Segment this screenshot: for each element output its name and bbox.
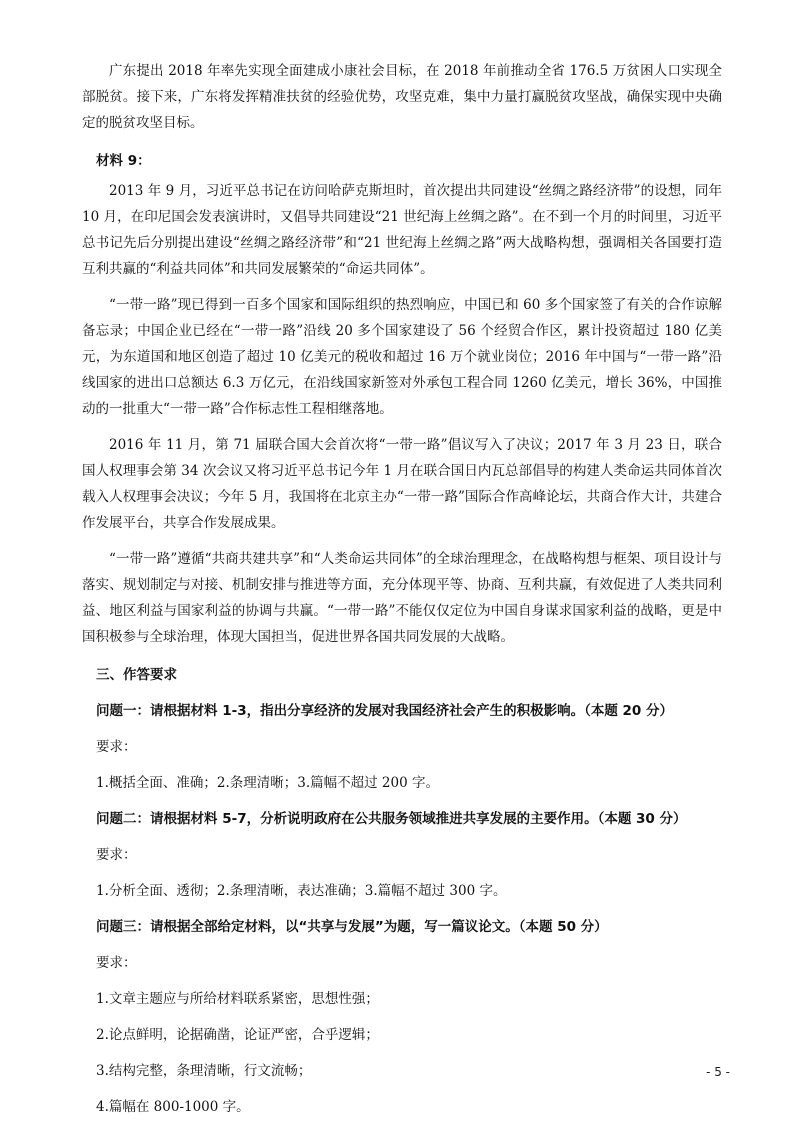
material9-paragraph-3: 2016 年 11 月，第 71 届联合国大会首次将“一带一路”倡议写入了决议；2017 年 3 月 23 日，联合国人权理事会第 34 次会议又将习近平总书记今年 1 月在联合国日内瓦总部倡导的构建人类命运共同体首次载入人权理事会决议；今年 5 月，我国将在北京主办“一带一路”国际合作高峰论坛，共商合作大计，共建合作发展平台，共享合作发展成果。 [82,437,722,531]
question3-requirement-3: 3.结构完整，条理清晰，行文流畅； [96,1063,312,1079]
material9-paragraph-4: “一带一路”遵循“共商共建共享”和“人类命运共同体”的全球治理理念，在战略构想与框架、项目设计与落实、规划制定与对接、机制安排与推进等方面，充分体现平等、协商、互利共赢，有效促进了人类共同利益、地区利益与国家利益的协调与共赢。“一带一路”不能仅仅定位为中国自身谋求国家利益的战略，更是中国积极参与全球治理，体现大国担当，促进世界各国共同发展的大战略。 [82,551,722,645]
question3-req-label: 要求： [96,955,137,971]
question3-requirement-4: 4.篇幅在 800-1000 字。 [96,1099,250,1115]
question3-title: 问题三：请根据全部给定材料，以“共享与发展”为题，写一篇议论文。（本题 50 分） [96,919,608,935]
section3-heading: 三、作答要求 [96,667,177,683]
question1-title: 问题一：请根据材料 1-3，指出分享经济的发展对我国经济社会产生的积极影响。（本题 20 分） [96,703,674,719]
question1-requirement: 1.概括全面、准确；2.条理清晰；3.篇幅不超过 200 字。 [96,775,439,791]
question1-req-label: 要求： [96,739,137,755]
question3-requirement-1: 1.文章主题应与所给材料联系紧密，思想性强； [96,991,379,1007]
material9-paragraph-1: 2013 年 9 月，习近平总书记在访问哈萨克斯坦时，首次提出共同建设“丝绸之路经济带”的设想，同年 10 月，在印尼国会发表演讲时，又倡导共同建设“21 世纪海上丝绸之路”。在不到一个月的时间里，习近平总书记先后分别提出建设“丝绸之路经济带”和“21 世纪海上丝绸之路”两大战略构想，强调相关各国要打造互利共赢的“利益共同体”和共同发展繁荣的“命运共同体”。 [82,183,722,277]
material9-paragraph-2: “一带一路”现已得到一百多个国家和国际组织的热烈响应，中国已和 60 多个国家签了有关的合作谅解备忘录；中国企业已经在“一带一路”沿线 20 多个国家建设了 56 个经贸合作区，累计投资超过 180 亿美元，为东道国和地区创造了超过 10 亿美元的税收和超过 16 万个就业岗位；2016 年中国与“一带一路”沿线国家的进出口总额达 6.3 万亿元，在沿线国家新签对外承包工程合同 1260 亿美元，增长 36%，中国推动的一批重大“一带一路”合作标志性工程相继落地。 [82,297,722,417]
question2-title: 问题二：请根据材料 5-7，分析说明政府在公共服务领域推进共享发展的主要作用。（本题 30 分） [96,811,687,827]
intro-paragraph: 广东提出 2018 年率先实现全面建成小康社会目标，在 2018 年前推动全省 176.5 万贫困人口实现全部脱贫。接下来，广东将发挥精准扶贫的经验优势，攻坚克难，集中力量打赢脱贫攻坚战，确保实现中央确定的脱贫攻坚目标。 [82,63,722,131]
page-content [82,58,722,1120]
question2-requirement: 1.分析全面、透彻；2.条理清晰，表达准确；3.篇幅不超过 300 字。 [96,883,507,899]
question2-req-label: 要求： [96,847,137,863]
page-number: - 5 - [706,1065,730,1079]
material9-heading: 材料 9： [96,153,151,169]
question3-requirement-2: 2.论点鲜明，论据确凿，论证严密，合乎逻辑； [96,1027,379,1043]
